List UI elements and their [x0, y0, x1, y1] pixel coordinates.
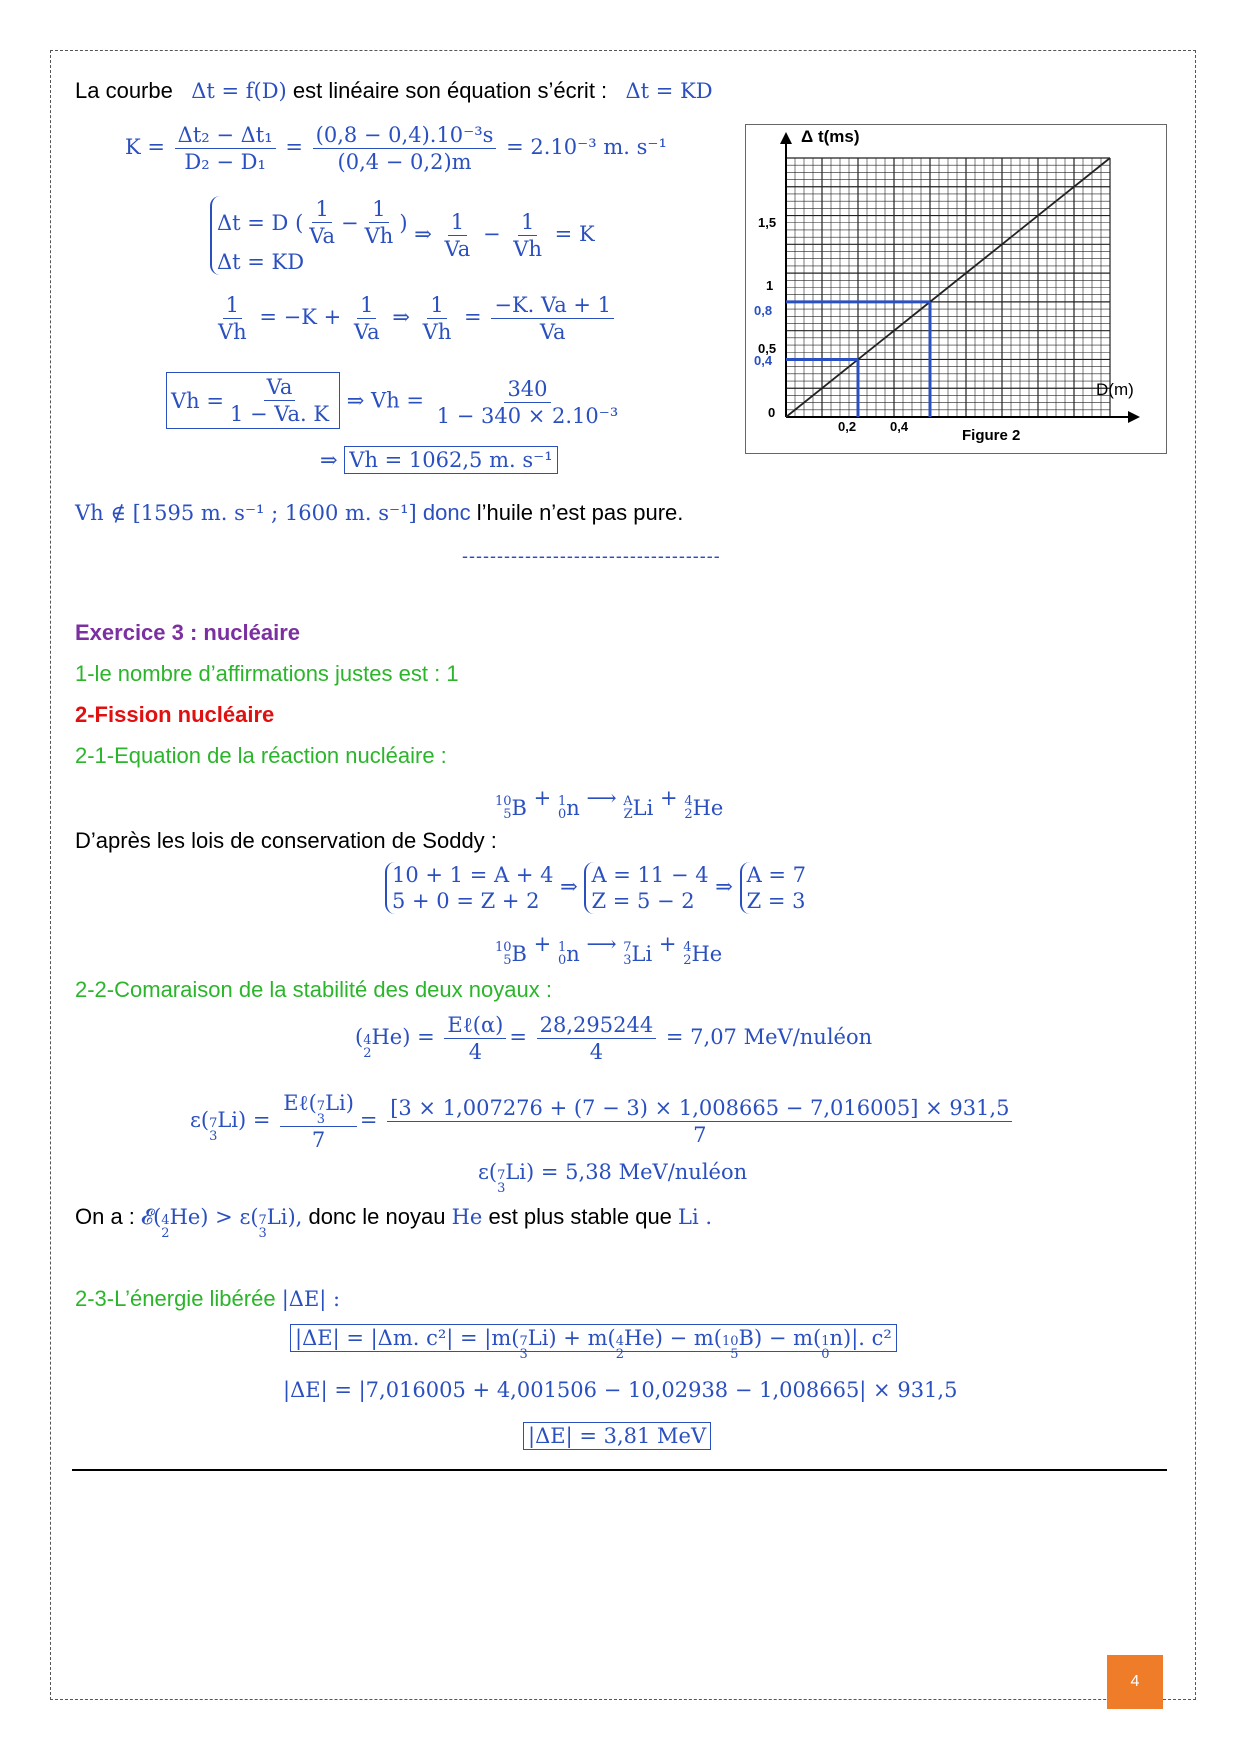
nuclide-li-4: 7 3	[316, 1099, 326, 1127]
intro-middle: est linéaire son équation s’écrit :	[292, 78, 608, 103]
vh-f4d: Va	[539, 320, 566, 344]
k-lhs: K =	[125, 135, 165, 159]
vh-f1d: Vh	[218, 320, 247, 344]
he-lhs: He) =	[371, 1025, 435, 1049]
system-row1	[217, 196, 408, 249]
ytick-1-5: 1,5	[758, 215, 777, 230]
comparison-line	[75, 1204, 712, 1240]
li-frac1	[280, 1090, 357, 1153]
reaction-equation-2	[495, 932, 722, 967]
e1d: B) − m(	[738, 1326, 822, 1350]
vhf-d2: 1 − 340 × 2.10⁻³	[436, 403, 619, 428]
sys1-f1d: Va	[309, 224, 336, 248]
he-frac2	[537, 1012, 657, 1065]
li-den: 7	[311, 1128, 326, 1152]
vhf-frac2	[434, 376, 622, 429]
vhf-n: Va	[264, 374, 296, 401]
conclusion-line	[75, 500, 683, 526]
sys1-f1	[306, 196, 338, 249]
he-result: = 7,07 MeV/nuléon	[665, 1025, 873, 1049]
figure-2	[745, 124, 1167, 454]
e1b: Li) + m(	[527, 1326, 616, 1350]
k-frac1	[175, 122, 276, 175]
xtick-0-2: 0,2	[838, 419, 857, 434]
soddy-brace-b	[584, 862, 708, 914]
he-num: Eℓ(α)	[444, 1012, 506, 1039]
vh-f1	[215, 292, 250, 345]
vh-f1n: 1	[223, 292, 242, 319]
energy-result	[523, 1424, 711, 1448]
energy-formula-box	[290, 1324, 897, 1362]
sys1-row2: Δt = KD	[217, 250, 305, 274]
vh-f4n: −K. Va + 1	[491, 292, 614, 319]
vh-f4	[491, 292, 614, 345]
nuclide-he: 4 2 He	[684, 794, 724, 822]
vh-f2	[351, 292, 383, 345]
vh-formula-box	[166, 372, 340, 429]
vh-mid: = −K +	[259, 305, 342, 329]
k-d2: (0,4 − 0,2)m	[337, 150, 472, 174]
system-velocity	[210, 196, 595, 275]
nuclide-b-3: 10 5	[721, 1334, 739, 1362]
k-calculation	[125, 122, 667, 175]
nuclide-li-az: A Z Li	[623, 794, 654, 822]
figure-caption: Figure 2	[962, 427, 1021, 444]
li-den3: 7	[693, 1123, 707, 1147]
conclusion-math: Vh ∉ [1595 m. s⁻¹ ; 1600 m. s⁻¹]	[75, 501, 417, 525]
vhr-impl: ⇒	[320, 448, 338, 472]
sys1-minus: −	[341, 210, 359, 235]
nuclide-li-6: 7 3	[258, 1213, 267, 1241]
xtick-0-4: 0,4	[890, 419, 909, 434]
ona-label: On a :	[75, 1204, 135, 1229]
question-2-2: 2-2-Comaraison de la stabilité des deux noyaux :	[75, 977, 552, 1002]
soddy-impl-1: ⇒	[560, 874, 578, 899]
vhf-n2: 340	[504, 376, 550, 403]
vhf-impl: ⇒ Vh =	[346, 388, 424, 413]
vh-f3d: Vh	[422, 320, 452, 344]
k-n1: Δt₂ − Δt₁	[175, 122, 276, 149]
figure-ylabel: Δ t(ms)	[801, 127, 860, 146]
nuclide-li-2: 7 3 Li	[623, 940, 653, 968]
nuclide-n: 1 0 n	[557, 794, 580, 822]
reaction-arrow-1: ⟶	[586, 786, 617, 810]
e1e: n)|. c²	[829, 1326, 892, 1350]
intro-line	[75, 78, 713, 104]
he-den: 4	[468, 1040, 483, 1064]
k-eq: =	[285, 135, 303, 159]
vh-f3n: 1	[427, 292, 446, 319]
q23-text: 2-3-L’énergie libérée	[75, 1286, 276, 1311]
sys1-rf1	[442, 209, 474, 262]
donc-text: donc le noyau	[308, 1204, 446, 1229]
soddy-a2: 5 + 0 = Z + 2	[392, 889, 540, 913]
soddy-brace-a	[385, 862, 553, 914]
he-num2: 28,295244	[537, 1012, 657, 1039]
chart-marks	[780, 132, 1140, 423]
he-word: He	[451, 1205, 483, 1229]
nuclide-b: 10 5 B	[495, 794, 527, 822]
nuclide-li-5: 7 3	[497, 1168, 506, 1196]
intro-label: La courbe	[75, 78, 173, 103]
sys1-l1b: )	[399, 210, 408, 235]
x-axis-arrow	[1128, 411, 1140, 423]
energy-formula	[290, 1326, 897, 1361]
energy-numeric: |ΔE| = |7,016005 + 4,001506 − 10,02938 − 1,008665| × 931,5	[283, 1378, 958, 1402]
soddy-a1: 10 + 1 = A + 4	[392, 863, 554, 887]
k-d1: D₂ − D₁	[184, 150, 266, 174]
vhf-lhs: Vh =	[171, 388, 224, 413]
nuclide-he-5: 4 2	[615, 1334, 624, 1362]
nuclide-n-3: 1 0	[821, 1334, 830, 1362]
conclusion-donc: donc	[422, 500, 471, 525]
li-result: ε( 7 3 Li) = 5,38 MeV/nuléon	[478, 1160, 748, 1196]
soddy-brace-c	[740, 862, 806, 914]
he-binding-energy: ( 4 2 He) = $\frac{\text{Eℓ(α)}}{4}$ = $\frac{28,295244}{4}$ = 7,07 MeV/nuléon	[355, 1013, 873, 1064]
q23-math: |ΔE| :	[281, 1287, 341, 1311]
figure-chart	[746, 125, 1166, 453]
ytick-1: 1	[766, 278, 774, 293]
soddy-b2: Z = 5 − 2	[591, 889, 695, 913]
question-2-3	[75, 1286, 340, 1312]
plus-2: +	[660, 786, 678, 810]
nuclide-li-3: 7 3	[209, 1116, 218, 1144]
figure-xlabel: D(m)	[1096, 380, 1134, 399]
plus-3: +	[533, 932, 552, 956]
k-result: = 2.10⁻³ m. s⁻¹	[506, 135, 667, 159]
sys1-rf2d: Vh	[513, 237, 542, 261]
nuclide-n-2: 1 0 n	[557, 940, 580, 968]
sys1-implies: ⇒	[414, 222, 432, 246]
soddy-c1: A = 7	[746, 863, 807, 887]
question-1: 1-le nombre d’affirmations justes est : 1	[75, 661, 459, 686]
sys1-rf2	[510, 209, 545, 262]
he-frac1	[444, 1012, 506, 1065]
plus-4: +	[658, 932, 677, 956]
li-result-text: Li) = 5,38 MeV/nuléon	[505, 1160, 748, 1184]
vh-impl: ⇒	[392, 305, 410, 329]
divider-line	[72, 1469, 1167, 1471]
comp-text: He) > ε(	[169, 1205, 259, 1229]
origin-label: 0	[768, 405, 776, 420]
sys1-f1n: 1	[312, 196, 331, 223]
sys1-l1a: Δt = D (	[217, 210, 304, 235]
separator: -------------------------------------	[462, 546, 721, 566]
nuclide-b-2: 10 5 B	[495, 940, 527, 968]
nuclide-he-4: 4 2	[161, 1213, 170, 1241]
soddy-system	[385, 862, 806, 914]
vh-eq: =	[464, 305, 482, 329]
sys1-rminus: −	[482, 222, 501, 246]
he-den2: 4	[589, 1040, 604, 1064]
sys1-rf2n: 1	[518, 209, 537, 236]
vh-f2d: Va	[353, 320, 380, 344]
ytick-0-8: 0,8	[754, 303, 773, 318]
vhr-value: Vh = 1062,5 m. s⁻¹	[344, 446, 557, 474]
ytick-0-5: 0,5	[758, 341, 777, 356]
intro-law: Δt = f(D)	[191, 79, 287, 103]
li-word: Li .	[678, 1205, 713, 1229]
energy-result-box: |ΔE| = 3,81 MeV	[523, 1422, 711, 1450]
ytick-0-4: 0,4	[754, 353, 773, 368]
question-2-1: 2-1-Equation de la réaction nucléaire :	[75, 743, 447, 768]
sys1-f2d: Vh	[364, 224, 394, 248]
vh-f3	[420, 292, 455, 345]
li-lhs2: Li) =	[217, 1108, 271, 1132]
li-lhs: ε(	[190, 1108, 210, 1132]
y-axis-arrow	[780, 132, 792, 144]
soddy-c2: Z = 3	[746, 889, 806, 913]
plus-1: +	[533, 786, 552, 810]
vhf-frac	[227, 374, 332, 427]
stable-text: est plus stable que	[488, 1204, 672, 1229]
k-n2: (0,8 − 0,4).10⁻³s	[313, 122, 497, 149]
conclusion-text: l’huile n’est pas pure.	[476, 500, 684, 525]
system-brace	[210, 196, 408, 275]
vh-f2n: 1	[357, 292, 376, 319]
li-num2: Li)	[325, 1091, 354, 1115]
exercise-title: Exercice 3 : nucléaire	[75, 620, 301, 645]
soddy-b1: A = 11 − 4	[591, 863, 709, 887]
vh-result	[320, 448, 558, 472]
vh-formula	[166, 372, 624, 429]
vh-derivation	[212, 292, 617, 345]
li-num3: [3 × 1,007276 + (7 − 3) × 1,008665 − 7,016005] × 931,5	[387, 1095, 1012, 1122]
nuclide-li-7: 7 3	[519, 1334, 528, 1362]
li-binding-energy: ε( 7 3 Li) = Eℓ( 7 3 Li) 7 = $\frac{[3 \times 1,007276 + (7 - 3) \times 1,008665 - 7,016005] \times 931,5}{7}$	[190, 1090, 1015, 1153]
sys1-rf1n: 1	[448, 209, 467, 236]
sys1-f2	[362, 196, 397, 249]
e1a: |ΔE| = |Δm. c²| = |m(	[295, 1326, 520, 1350]
reaction-arrow-2: ⟶	[586, 932, 617, 956]
intro-equation: Δt = KD	[625, 79, 713, 103]
nuclide-he-3: 4 2	[363, 1033, 372, 1061]
section-fission: 2-Fission nucléaire	[75, 702, 275, 727]
sys1-rf1d: Va	[444, 237, 471, 261]
li-num: Eℓ(	[283, 1091, 317, 1115]
reaction-equation-1	[495, 786, 723, 821]
li-frac2	[387, 1095, 1012, 1148]
soddy-impl-2: ⇒	[715, 874, 733, 899]
comp-text2: Li),	[266, 1205, 303, 1229]
nuclide-he-2: 4 2 He	[683, 940, 723, 968]
page-number: 4	[1107, 1655, 1163, 1709]
comparison-math: 𝓔( 4 2 He) > ε( 7 3 Li),	[141, 1205, 303, 1241]
sys1-f2n: 1	[369, 196, 388, 223]
e1c: He) − m(	[623, 1326, 722, 1350]
k-frac2	[313, 122, 497, 175]
sys1-rres: = K	[554, 222, 595, 246]
soddy-text: D’après les lois de conservation de Soddy :	[75, 828, 497, 853]
vhf-d: 1 − Va. K	[229, 402, 330, 426]
